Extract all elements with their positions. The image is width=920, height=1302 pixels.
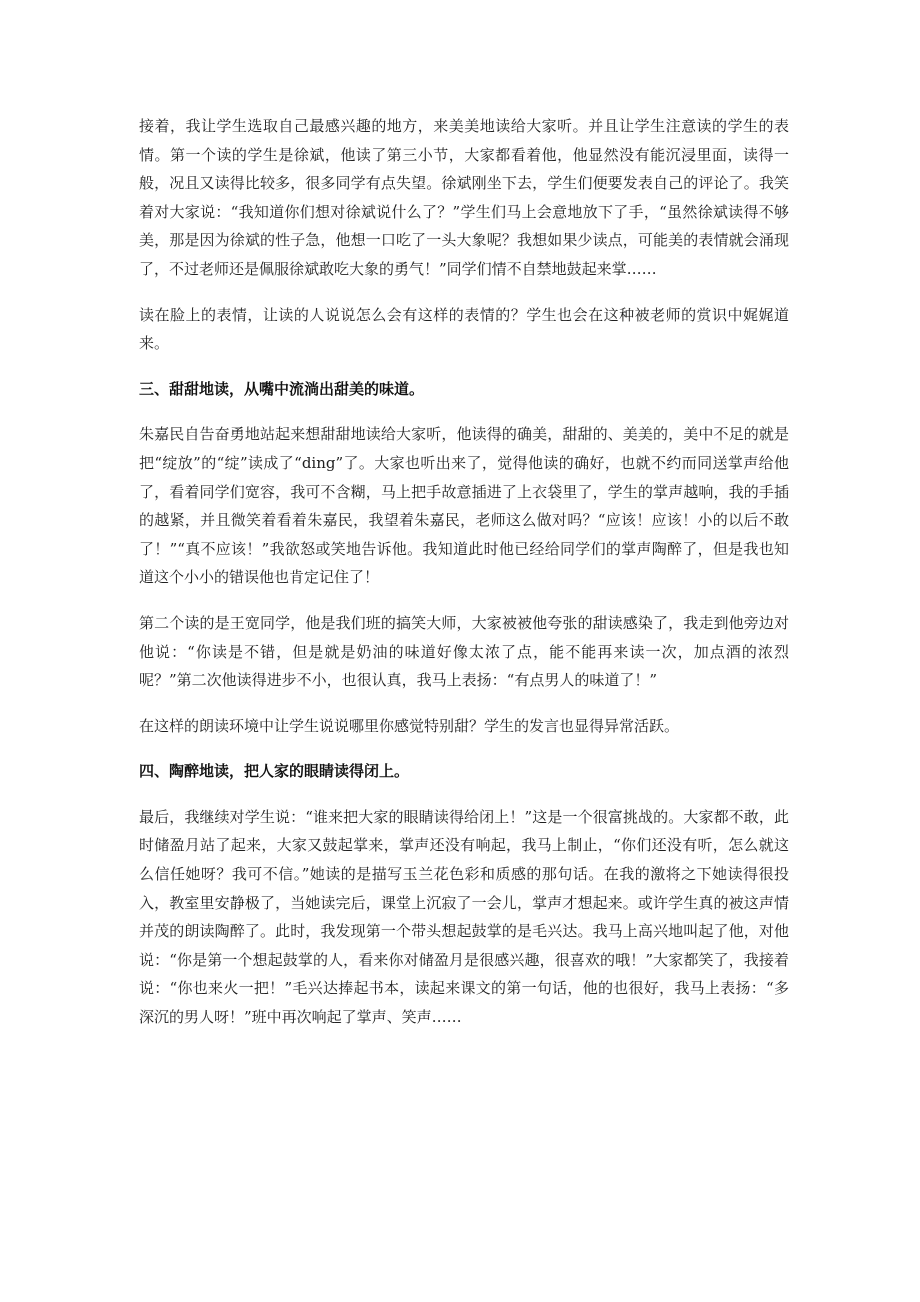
paragraph-xubin-reading: 接着，我让学生选取自己最感兴趣的地方，来美美地读给大家听。并且让学生注意读的学生的表情。第一个读的学生是徐斌，他读了第三小节，大家都看着他，他显然没有能沉浸里面，读得一般，况且又读得比较多，很多同学有点失望。徐斌刚坐下去，学生们便要发表自己的评论了。我笑着对大家说：“我知道你们想对徐斌说什么了？”学生们马上会意地放下了手，“虽然徐斌读得不够美，那是因为徐斌的性子急，他想一口吃了一头大象呢？我想如果少读点，可能美的表情就会涌现了，不过老师还是佩服徐斌敢吃大象的勇气！”同学们情不自禁地鼓起来掌…… — [139, 117, 789, 278]
section-heading-intoxicated-reading: 四、陶醉地读，把人家的眼睛读得闭上。 — [139, 762, 410, 781]
paragraph-chu-yingyue: 最后，我继续对学生说：“谁来把大家的眼睛读得给闭上！”这是一个很富挑战的。大家都不敢，此时储盈月站了起来，大家又鼓起掌来，掌声还没有响起，我马上制止，“你们还没有听，怎么就这么信任她呀？我可不信。”她读的是描写玉兰花色彩和质感的那句话。在我的激将之下她读得很投入，教室里安静极了，当她读完后，课堂上沉寂了一会儿，掌声才想起来。或许学生真的被这声情并茂的朗读陶醉了。此时，我发现第一个带头想起鼓掌的是毛兴达。我马上高兴地叫起了他，对他说：“你是第一个想起鼓掌的人，看来你对储盈月是很感兴趣，很喜欢的哦！”大家都笑了，我接着说：“你也来火一把！”毛兴达捧起书本，读起来课文的第一句话，他的也很好，我马上表扬：“多深沉的男人呀！”班中再次响起了掌声、笑声…… — [139, 807, 789, 1027]
section-heading-sweet-reading: 三、甜甜地读，从嘴中流淌出甜美的味道。 — [139, 379, 425, 398]
paragraph-wang-kuan: 第二个读的是王宽同学，他是我们班的搞笑大师，大家被被他夸张的甜读感染了，我走到他旁边对他说：“你读是不错，但是就是奶油的味道好像太浓了点，能不能再来读一次，加点酒的浓烈呢？”第二次他读得进步不小，也很认真，我马上表扬：“有点男人的味道了！” — [139, 613, 789, 690]
document-body — [139, 112, 789, 1049]
paragraph-sweet-environment: 在这样的朗读环境中让学生说说哪里你感觉特别甜？学生的发言也显得异常活跃。 — [139, 716, 680, 735]
paragraph-zhu-jiamin: 朱嘉民自告奋勇地站起来想甜甜地读给大家听，他读得的确美，甜甜的、美美的，美中不足的就是把“绽放”的“绽”读成了“ding”了。大家也听出来了，觉得他读的确好，也就不约而同送掌声给他了，看着同学们宽容，我可不含糊，马上把手故意插进了上衣袋里了，学生的掌声越响，我的手插的越紧，并且微笑着看着朱嘉民，我望着朱嘉民，老师这么做对吗？“应该！应该！小的以后不敢了！”“真不应该！”我欲怒或笑地告诉他。我知道此时他已经给同学们的掌声陶醉了，但是我也知道这个小小的错误他也肯定记住了！ — [139, 425, 789, 587]
paragraph-reading-expression: 读在脸上的表情，让读的人说说怎么会有这样的表情的？学生也会在这种被老师的赏识中娓娓道来。 — [139, 305, 789, 353]
